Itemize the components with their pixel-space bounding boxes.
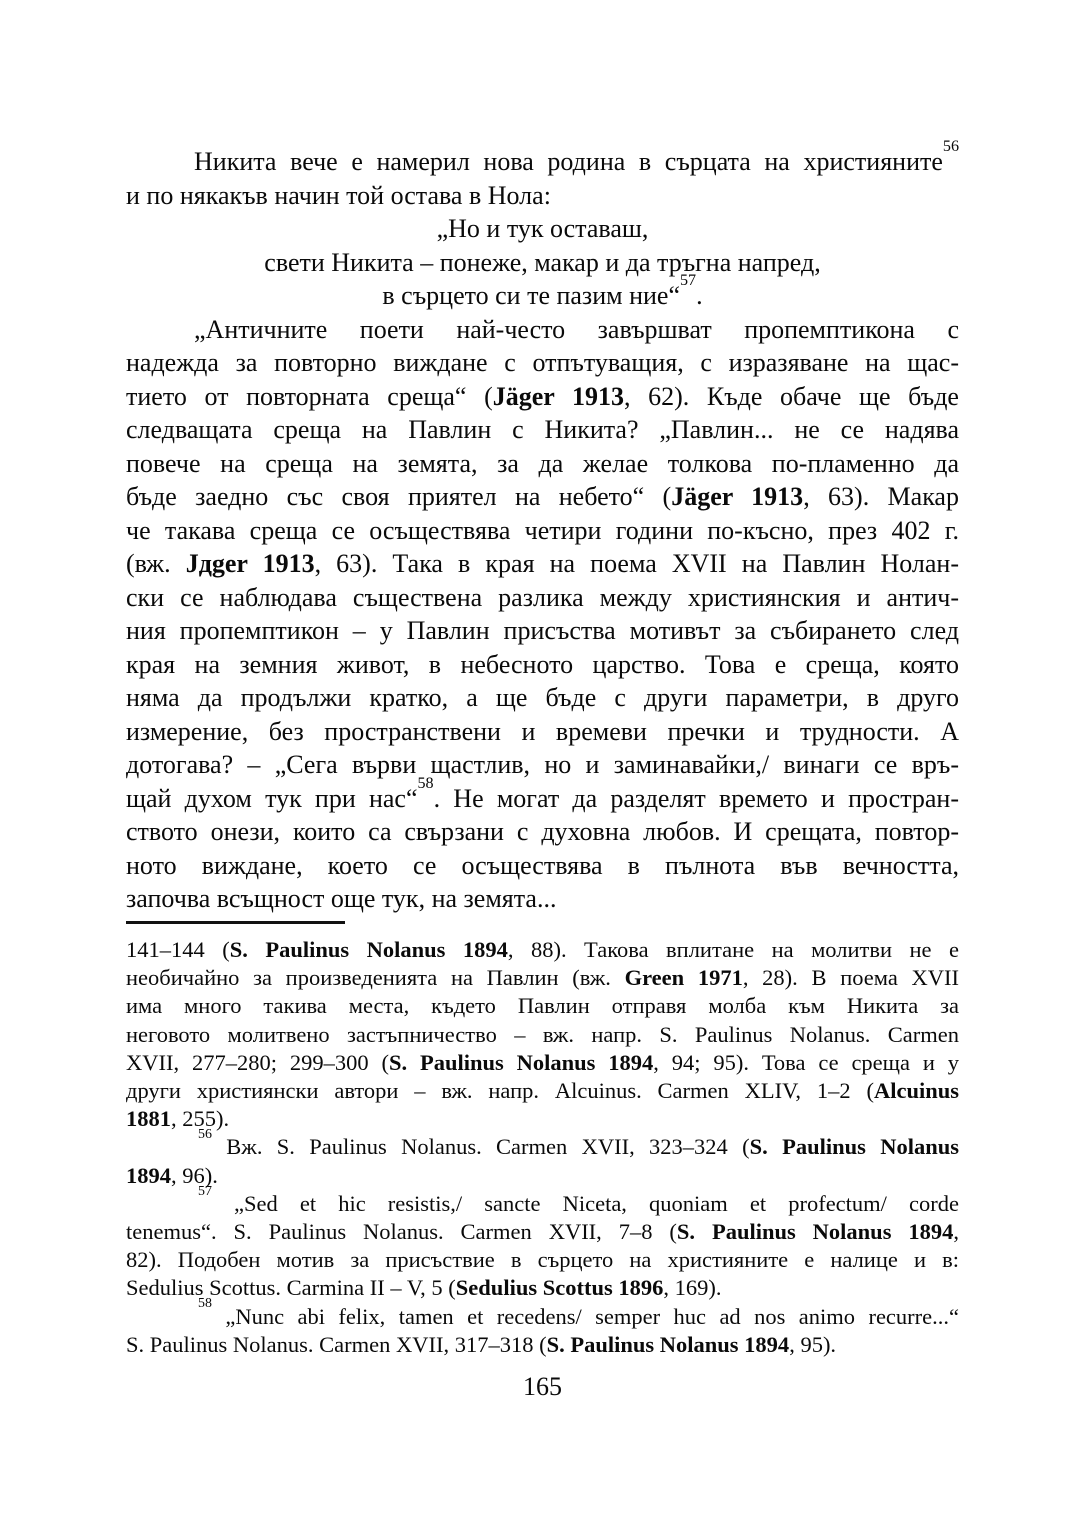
text-segment: , 169). — [663, 1275, 722, 1301]
text-segment: щай духом тук при нас“ — [126, 783, 418, 813]
citation-bold: 1894 — [126, 1162, 171, 1188]
text-segment: , — [953, 1219, 959, 1245]
text-line — [126, 413, 959, 447]
citation-bold: Jдger 1913 — [185, 549, 315, 578]
text-line — [126, 514, 959, 548]
footnote-reference: 58 — [198, 1296, 212, 1312]
text-line — [126, 681, 959, 715]
text-segment: края на земния живот, в небесното царство. Това е среща, която — [126, 649, 959, 679]
text-segment: (вж. — [126, 549, 186, 578]
text-segment: повече на среща на земята, за да желае толкова по-пламенно да — [126, 448, 959, 478]
footnote-continuation — [126, 936, 959, 1133]
text-segment: измерение, без пространствени и времеви пречки и трудности. А — [126, 716, 959, 746]
text-line — [126, 1274, 959, 1302]
text-segment: Sedulius Scottus. Carmina II – V, 5 ( — [126, 1275, 456, 1301]
text-line — [126, 715, 959, 749]
text-line — [126, 992, 959, 1020]
text-line — [126, 1331, 959, 1359]
text-segment: , 95). — [789, 1331, 837, 1357]
footnotes-block — [126, 936, 959, 1359]
text-segment: тието от повторната среща“ ( — [126, 381, 493, 411]
text-segment: , 88). Такова вплитане на молитви не е — [507, 937, 959, 962]
footnote-reference: 57 — [198, 1183, 212, 1199]
text-line — [126, 648, 959, 682]
body-paragraph — [126, 313, 959, 916]
text-line — [126, 480, 959, 514]
text-segment: , 63). Така в края на поема XVII на Павлин Нолан- — [314, 549, 959, 578]
text-line — [126, 849, 959, 883]
text-segment: , 63). Макар — [803, 482, 959, 511]
text-segment: „Но и тук оставаш, — [436, 214, 649, 243]
text-line — [126, 212, 959, 246]
text-segment: 82). Подобен мотив за присъствие в сърцето на християните е налице и в: — [126, 1247, 959, 1273]
text-segment: , 94; 95). Това се среща и у — [653, 1049, 959, 1075]
text-segment: , 96). — [171, 1162, 218, 1188]
text-segment: в сърцето си те пазим ние“ — [382, 281, 680, 310]
text-segment: Вж. S. Paulinus Nolanus. Carmen XVII, 323–324 ( — [211, 1134, 750, 1160]
citation-bold: Alcuinus — [873, 1078, 959, 1104]
text-segment: ния пропемптикон – у Павлин присъства мотивът за събирането след — [126, 616, 959, 645]
text-line — [126, 272, 959, 313]
text-segment: „Sed et hic resistis,/ sancte Niceta, quoniam et profectum/ corde — [211, 1190, 959, 1216]
text-segment: Никита вече е намерил нова родина в сърцата на християните — [194, 147, 943, 176]
text-segment: няма да продължи кратко, а ще бъде с други параметри, в друго — [126, 683, 959, 712]
citation-bold: Jäger 1913 — [671, 482, 804, 511]
intro-paragraph-with-poem — [126, 138, 959, 313]
citation-bold: S. Paulinus Nolanus 1894 — [388, 1049, 654, 1075]
text-segment: . Не могат да разделят времето и простран- — [433, 783, 959, 813]
citation-bold: S. Paulinus Nolanus 1894 — [546, 1331, 790, 1357]
text-line — [126, 815, 959, 849]
text-segment: 141–144 ( — [126, 937, 230, 962]
text-segment: XVII, 277–280; 299–300 ( — [126, 1049, 389, 1075]
text-line — [126, 882, 959, 916]
text-line — [126, 581, 959, 615]
text-segment: , 255). — [171, 1106, 230, 1132]
citation-bold: 1881 — [126, 1106, 171, 1132]
text-line — [126, 1246, 959, 1274]
footnote-57 — [126, 1183, 959, 1303]
text-segment: „Nunc abi felix, tamen et recedens/ semper huc ad nos animo recurre...“ — [211, 1303, 959, 1329]
text-segment: бъде заедно със своя приятел на небето“ ( — [126, 482, 672, 511]
footnote-56 — [126, 1127, 959, 1189]
citation-bold: Sedulius Scottus 1896 — [455, 1275, 664, 1301]
footnote-58 — [126, 1296, 959, 1359]
text-segment: S. Paulinus Nolanus. Carmen XVII, 317–318 ( — [126, 1331, 547, 1357]
text-line — [126, 774, 959, 816]
main-text-block — [126, 138, 959, 916]
citation-bold: Green 1971 — [624, 965, 743, 991]
text-segment: необичайно за произведенията на Павлин (вж. — [126, 965, 625, 991]
text-segment: свети Никита – понеже, макар и да тръгна напред, — [264, 247, 821, 277]
citation-bold: S. Paulinus Nolanus 1894 — [229, 937, 508, 962]
text-line — [126, 1162, 959, 1190]
text-segment: „Античните поети най-често завършват пропемптикона с — [194, 314, 959, 344]
text-line — [126, 313, 959, 347]
text-segment: . — [696, 281, 703, 310]
text-segment: следващата среща на Павлин с Никита? „Павлин... не се надява — [126, 415, 959, 444]
text-segment: има много такива места, където Павлин отправя молба към Никита за — [126, 993, 959, 1019]
text-line — [126, 447, 959, 481]
text-segment: неговото молитвено застъпничество – вж. напр. S. Paulinus Nolanus. Carmen — [126, 1021, 959, 1047]
text-line — [126, 1077, 959, 1105]
text-segment: , 28). В поема XVII — [742, 965, 959, 991]
text-segment: ното виждане, което се осъществява в пълнота във вечността, — [126, 850, 959, 880]
footnote-reference: 56 — [942, 138, 959, 156]
footnote-reference: 58 — [417, 774, 434, 792]
footnote-separator — [126, 921, 345, 924]
text-segment: други християнски автори – вж. напр. Alcuinus. Carmen XLIV, 1–2 ( — [126, 1078, 874, 1104]
text-segment: , 62). Къде обаче ще бъде — [623, 381, 959, 411]
text-line — [126, 1127, 959, 1161]
text-segment: надежда за повторно виждане с отпътуващия, с изразяване на щас- — [126, 348, 959, 377]
text-line — [126, 964, 959, 992]
text-line — [126, 179, 959, 213]
text-line — [126, 748, 959, 782]
text-line — [126, 1183, 959, 1218]
text-line — [126, 936, 959, 964]
text-segment: дотогава? – „Сега върви щастлив, но и заминавайки,/ винаги се връ- — [126, 750, 959, 779]
text-line — [126, 246, 959, 280]
text-segment: че такава среща се осъществява четири години по-късно, през 402 г. — [126, 515, 959, 545]
text-line — [126, 1218, 959, 1246]
citation-bold: Jäger 1913 — [492, 381, 624, 411]
text-line — [126, 346, 959, 380]
footnote-reference: 57 — [679, 272, 697, 290]
text-segment: и по някакъв начин той остава в Нола: — [126, 180, 551, 210]
text-line — [126, 138, 959, 179]
citation-bold: S. Paulinus Nolanus — [749, 1134, 959, 1160]
citation-bold: S. Paulinus Nolanus 1894 — [676, 1219, 954, 1245]
text-line — [126, 547, 959, 581]
text-line — [126, 1021, 959, 1049]
text-segment: ски се наблюдава съществена разлика между християнския и антич- — [126, 582, 959, 612]
text-line — [126, 1296, 959, 1331]
footnote-reference: 56 — [198, 1127, 212, 1143]
text-line — [126, 614, 959, 648]
text-segment: tenemus“. S. Paulinus Nolanus. Carmen XVII, 7–8 ( — [126, 1219, 677, 1245]
text-segment: ството онези, които са свързани с духовна любов. И срещата, повтор- — [126, 817, 959, 846]
page-number: 165 — [523, 1372, 562, 1401]
text-line — [126, 1105, 959, 1133]
text-line — [126, 380, 959, 414]
text-line — [126, 1049, 959, 1077]
text-segment: започва всъщност още тук, на земята... — [126, 884, 557, 913]
